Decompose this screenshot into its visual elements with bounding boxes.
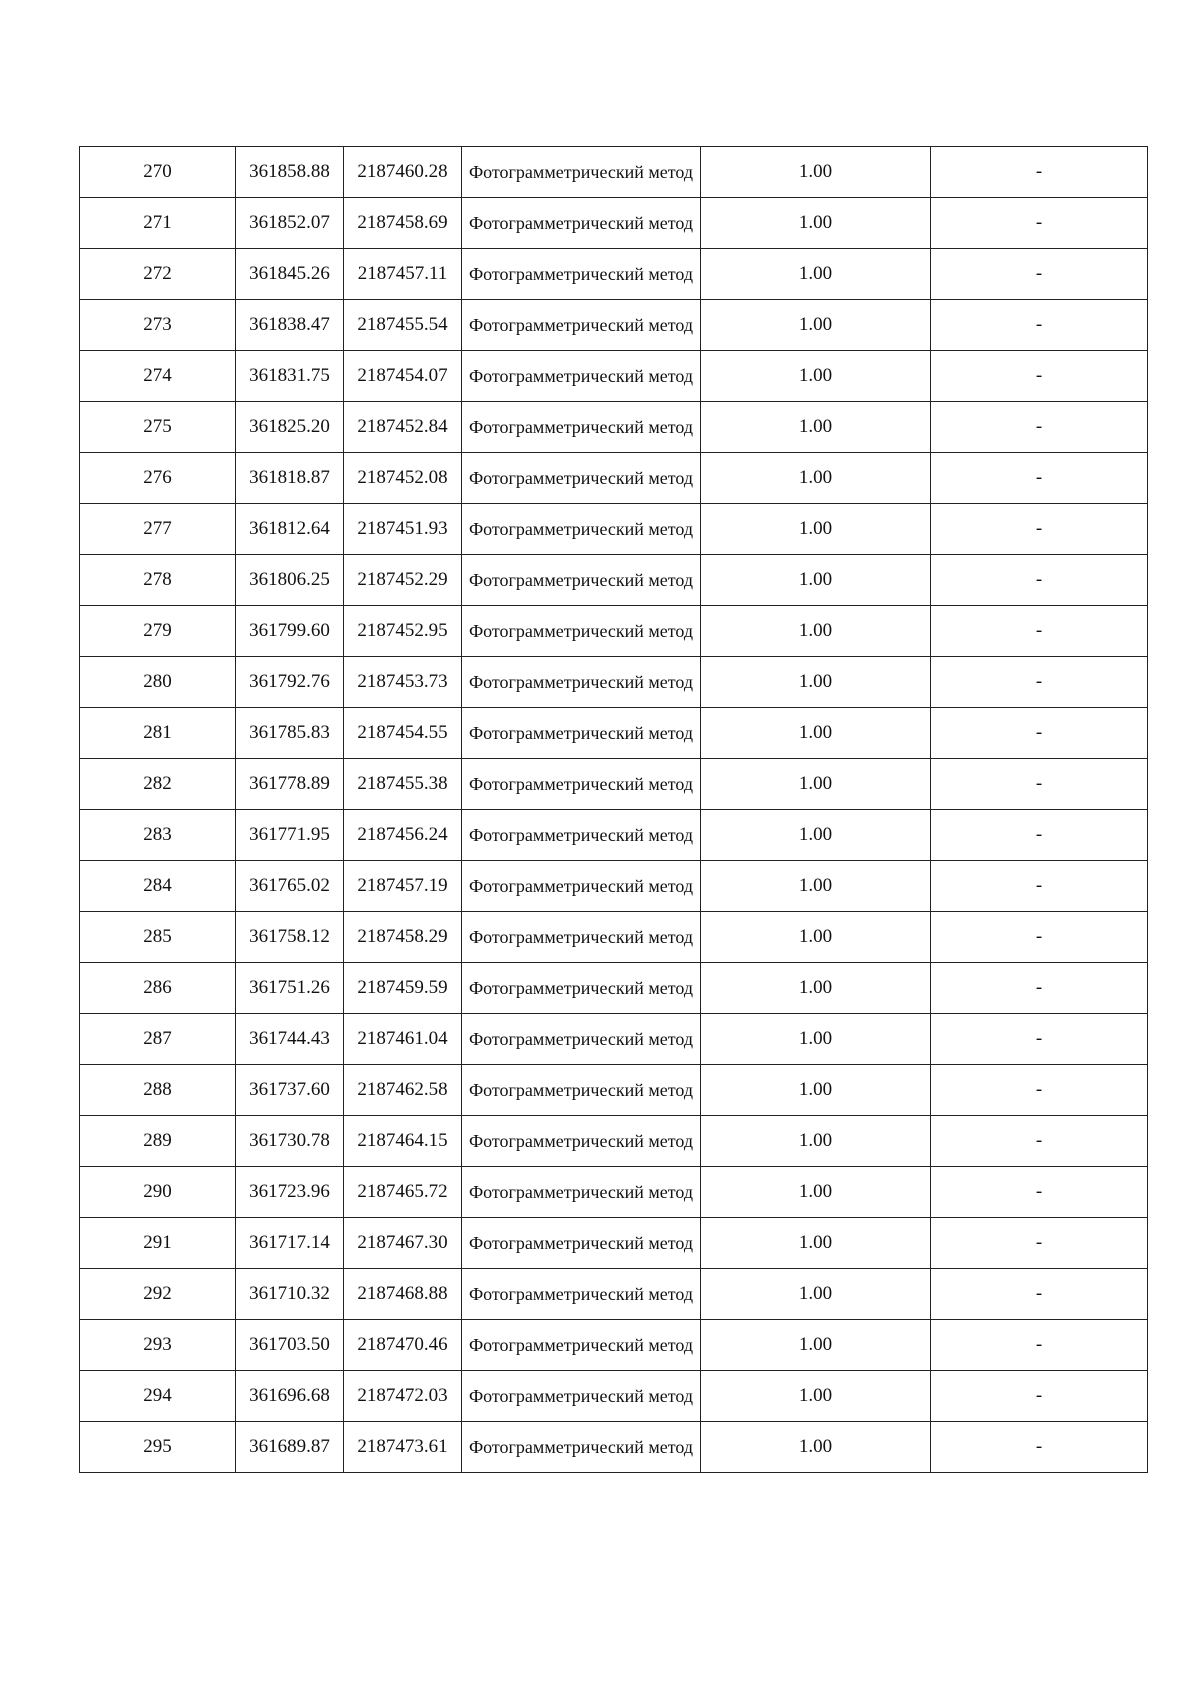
table-row [80,1014,1148,1065]
table-row [80,300,1148,351]
note-cell: - [931,300,1148,351]
point-number-cell: 293 [80,1320,236,1371]
table-row [80,1116,1148,1167]
point-number-cell: 292 [80,1269,236,1320]
point-number-cell: 274 [80,351,236,402]
method-cell: Фотограмметрический метод [462,147,701,198]
accuracy-cell: 1.00 [701,657,931,708]
note-cell: - [931,657,1148,708]
note-cell: - [931,504,1148,555]
note-cell: - [931,1218,1148,1269]
point-number-cell: 272 [80,249,236,300]
method-cell: Фотограмметрический метод [462,198,701,249]
coordinate-y-cell: 2187461.04 [344,1014,462,1065]
table-row [80,708,1148,759]
coordinate-x-cell: 361710.32 [236,1269,344,1320]
table-row [80,147,1148,198]
point-number-cell: 279 [80,606,236,657]
coordinate-y-cell: 2187472.03 [344,1371,462,1422]
accuracy-cell: 1.00 [701,198,931,249]
coordinate-y-cell: 2187462.58 [344,1065,462,1116]
table-row [80,912,1148,963]
coordinates-table-body [80,147,1148,1473]
table-row [80,453,1148,504]
point-number-cell: 280 [80,657,236,708]
table-row [80,1167,1148,1218]
note-cell: - [931,1269,1148,1320]
coordinate-y-cell: 2187457.19 [344,861,462,912]
coordinate-y-cell: 2187455.54 [344,300,462,351]
coordinate-x-cell: 361758.12 [236,912,344,963]
note-cell: - [931,861,1148,912]
coordinate-y-cell: 2187473.61 [344,1422,462,1473]
point-number-cell: 289 [80,1116,236,1167]
method-cell: Фотограмметрический метод [462,810,701,861]
note-cell: - [931,759,1148,810]
point-number-cell: 288 [80,1065,236,1116]
point-number-cell: 291 [80,1218,236,1269]
point-number-cell: 271 [80,198,236,249]
coordinate-y-cell: 2187454.55 [344,708,462,759]
note-cell: - [931,198,1148,249]
method-cell: Фотограмметрический метод [462,1065,701,1116]
coordinate-y-cell: 2187460.28 [344,147,462,198]
table-row [80,657,1148,708]
coordinate-y-cell: 2187467.30 [344,1218,462,1269]
method-cell: Фотограмметрический метод [462,1218,701,1269]
point-number-cell: 275 [80,402,236,453]
coordinate-y-cell: 2187454.07 [344,351,462,402]
coordinate-x-cell: 361831.75 [236,351,344,402]
method-cell: Фотограмметрический метод [462,1371,701,1422]
accuracy-cell: 1.00 [701,963,931,1014]
table-row [80,402,1148,453]
method-cell: Фотограмметрический метод [462,504,701,555]
table-row [80,810,1148,861]
coordinate-x-cell: 361812.64 [236,504,344,555]
accuracy-cell: 1.00 [701,1422,931,1473]
point-number-cell: 294 [80,1371,236,1422]
coordinate-x-cell: 361792.76 [236,657,344,708]
accuracy-cell: 1.00 [701,453,931,504]
table-row [80,1320,1148,1371]
table-row [80,1065,1148,1116]
note-cell: - [931,402,1148,453]
note-cell: - [931,351,1148,402]
table-row [80,759,1148,810]
coordinate-y-cell: 2187453.73 [344,657,462,708]
coordinate-x-cell: 361771.95 [236,810,344,861]
coordinate-x-cell: 361703.50 [236,1320,344,1371]
point-number-cell: 285 [80,912,236,963]
coordinate-x-cell: 361689.87 [236,1422,344,1473]
accuracy-cell: 1.00 [701,912,931,963]
coordinate-y-cell: 2187465.72 [344,1167,462,1218]
coordinate-y-cell: 2187452.84 [344,402,462,453]
coordinate-x-cell: 361778.89 [236,759,344,810]
accuracy-cell: 1.00 [701,504,931,555]
coordinate-x-cell: 361852.07 [236,198,344,249]
method-cell: Фотограмметрический метод [462,249,701,300]
point-number-cell: 276 [80,453,236,504]
note-cell: - [931,912,1148,963]
coordinate-y-cell: 2187452.29 [344,555,462,606]
method-cell: Фотограмметрический метод [462,453,701,504]
point-number-cell: 286 [80,963,236,1014]
coordinate-y-cell: 2187458.29 [344,912,462,963]
coordinate-y-cell: 2187459.59 [344,963,462,1014]
note-cell: - [931,1014,1148,1065]
note-cell: - [931,1065,1148,1116]
method-cell: Фотограмметрический метод [462,963,701,1014]
point-number-cell: 295 [80,1422,236,1473]
note-cell: - [931,1116,1148,1167]
table-row [80,351,1148,402]
point-number-cell: 273 [80,300,236,351]
table-row [80,963,1148,1014]
accuracy-cell: 1.00 [701,1320,931,1371]
method-cell: Фотограмметрический метод [462,1320,701,1371]
accuracy-cell: 1.00 [701,708,931,759]
method-cell: Фотограмметрический метод [462,759,701,810]
table-row [80,606,1148,657]
accuracy-cell: 1.00 [701,1269,931,1320]
accuracy-cell: 1.00 [701,1167,931,1218]
method-cell: Фотограмметрический метод [462,606,701,657]
accuracy-cell: 1.00 [701,351,931,402]
accuracy-cell: 1.00 [701,1116,931,1167]
coordinate-y-cell: 2187456.24 [344,810,462,861]
accuracy-cell: 1.00 [701,1014,931,1065]
coordinate-x-cell: 361845.26 [236,249,344,300]
table-row [80,198,1148,249]
method-cell: Фотограмметрический метод [462,1422,701,1473]
coordinate-x-cell: 361765.02 [236,861,344,912]
table-row [80,504,1148,555]
method-cell: Фотограмметрический метод [462,300,701,351]
table-row [80,1269,1148,1320]
coordinate-x-cell: 361737.60 [236,1065,344,1116]
table-row [80,861,1148,912]
coordinates-table [79,146,1148,1473]
accuracy-cell: 1.00 [701,402,931,453]
note-cell: - [931,1320,1148,1371]
method-cell: Фотограмметрический метод [462,1269,701,1320]
method-cell: Фотограмметрический метод [462,1167,701,1218]
coordinate-y-cell: 2187452.95 [344,606,462,657]
coordinate-y-cell: 2187455.38 [344,759,462,810]
method-cell: Фотограмметрический метод [462,912,701,963]
coordinate-x-cell: 361838.47 [236,300,344,351]
note-cell: - [931,1371,1148,1422]
coordinate-y-cell: 2187468.88 [344,1269,462,1320]
coordinate-x-cell: 361717.14 [236,1218,344,1269]
coordinate-y-cell: 2187452.08 [344,453,462,504]
method-cell: Фотограмметрический метод [462,351,701,402]
point-number-cell: 270 [80,147,236,198]
table-row [80,1218,1148,1269]
accuracy-cell: 1.00 [701,759,931,810]
method-cell: Фотограмметрический метод [462,708,701,759]
accuracy-cell: 1.00 [701,555,931,606]
coordinate-x-cell: 361723.96 [236,1167,344,1218]
coordinate-x-cell: 361696.68 [236,1371,344,1422]
table-row [80,1422,1148,1473]
accuracy-cell: 1.00 [701,249,931,300]
accuracy-cell: 1.00 [701,300,931,351]
coordinate-y-cell: 2187470.46 [344,1320,462,1371]
coordinate-x-cell: 361806.25 [236,555,344,606]
accuracy-cell: 1.00 [701,147,931,198]
note-cell: - [931,810,1148,861]
coordinate-y-cell: 2187451.93 [344,504,462,555]
point-number-cell: 278 [80,555,236,606]
table-row [80,1371,1148,1422]
method-cell: Фотограмметрический метод [462,555,701,606]
note-cell: - [931,963,1148,1014]
coordinate-x-cell: 361799.60 [236,606,344,657]
coordinate-x-cell: 361818.87 [236,453,344,504]
point-number-cell: 287 [80,1014,236,1065]
point-number-cell: 283 [80,810,236,861]
point-number-cell: 284 [80,861,236,912]
point-number-cell: 281 [80,708,236,759]
point-number-cell: 282 [80,759,236,810]
note-cell: - [931,708,1148,759]
table-row [80,249,1148,300]
accuracy-cell: 1.00 [701,1218,931,1269]
method-cell: Фотограмметрический метод [462,1116,701,1167]
note-cell: - [931,1422,1148,1473]
note-cell: - [931,147,1148,198]
coordinate-x-cell: 361730.78 [236,1116,344,1167]
note-cell: - [931,555,1148,606]
table-row [80,555,1148,606]
note-cell: - [931,1167,1148,1218]
coordinate-x-cell: 361751.26 [236,963,344,1014]
method-cell: Фотограмметрический метод [462,1014,701,1065]
coordinate-x-cell: 361744.43 [236,1014,344,1065]
coordinate-x-cell: 361825.20 [236,402,344,453]
point-number-cell: 290 [80,1167,236,1218]
coordinate-y-cell: 2187464.15 [344,1116,462,1167]
accuracy-cell: 1.00 [701,1371,931,1422]
coordinate-y-cell: 2187457.11 [344,249,462,300]
method-cell: Фотограмметрический метод [462,861,701,912]
note-cell: - [931,249,1148,300]
accuracy-cell: 1.00 [701,861,931,912]
accuracy-cell: 1.00 [701,810,931,861]
accuracy-cell: 1.00 [701,606,931,657]
method-cell: Фотограмметрический метод [462,402,701,453]
note-cell: - [931,606,1148,657]
coordinate-x-cell: 361785.83 [236,708,344,759]
point-number-cell: 277 [80,504,236,555]
coordinate-x-cell: 361858.88 [236,147,344,198]
accuracy-cell: 1.00 [701,1065,931,1116]
note-cell: - [931,453,1148,504]
method-cell: Фотограмметрический метод [462,657,701,708]
coordinate-y-cell: 2187458.69 [344,198,462,249]
